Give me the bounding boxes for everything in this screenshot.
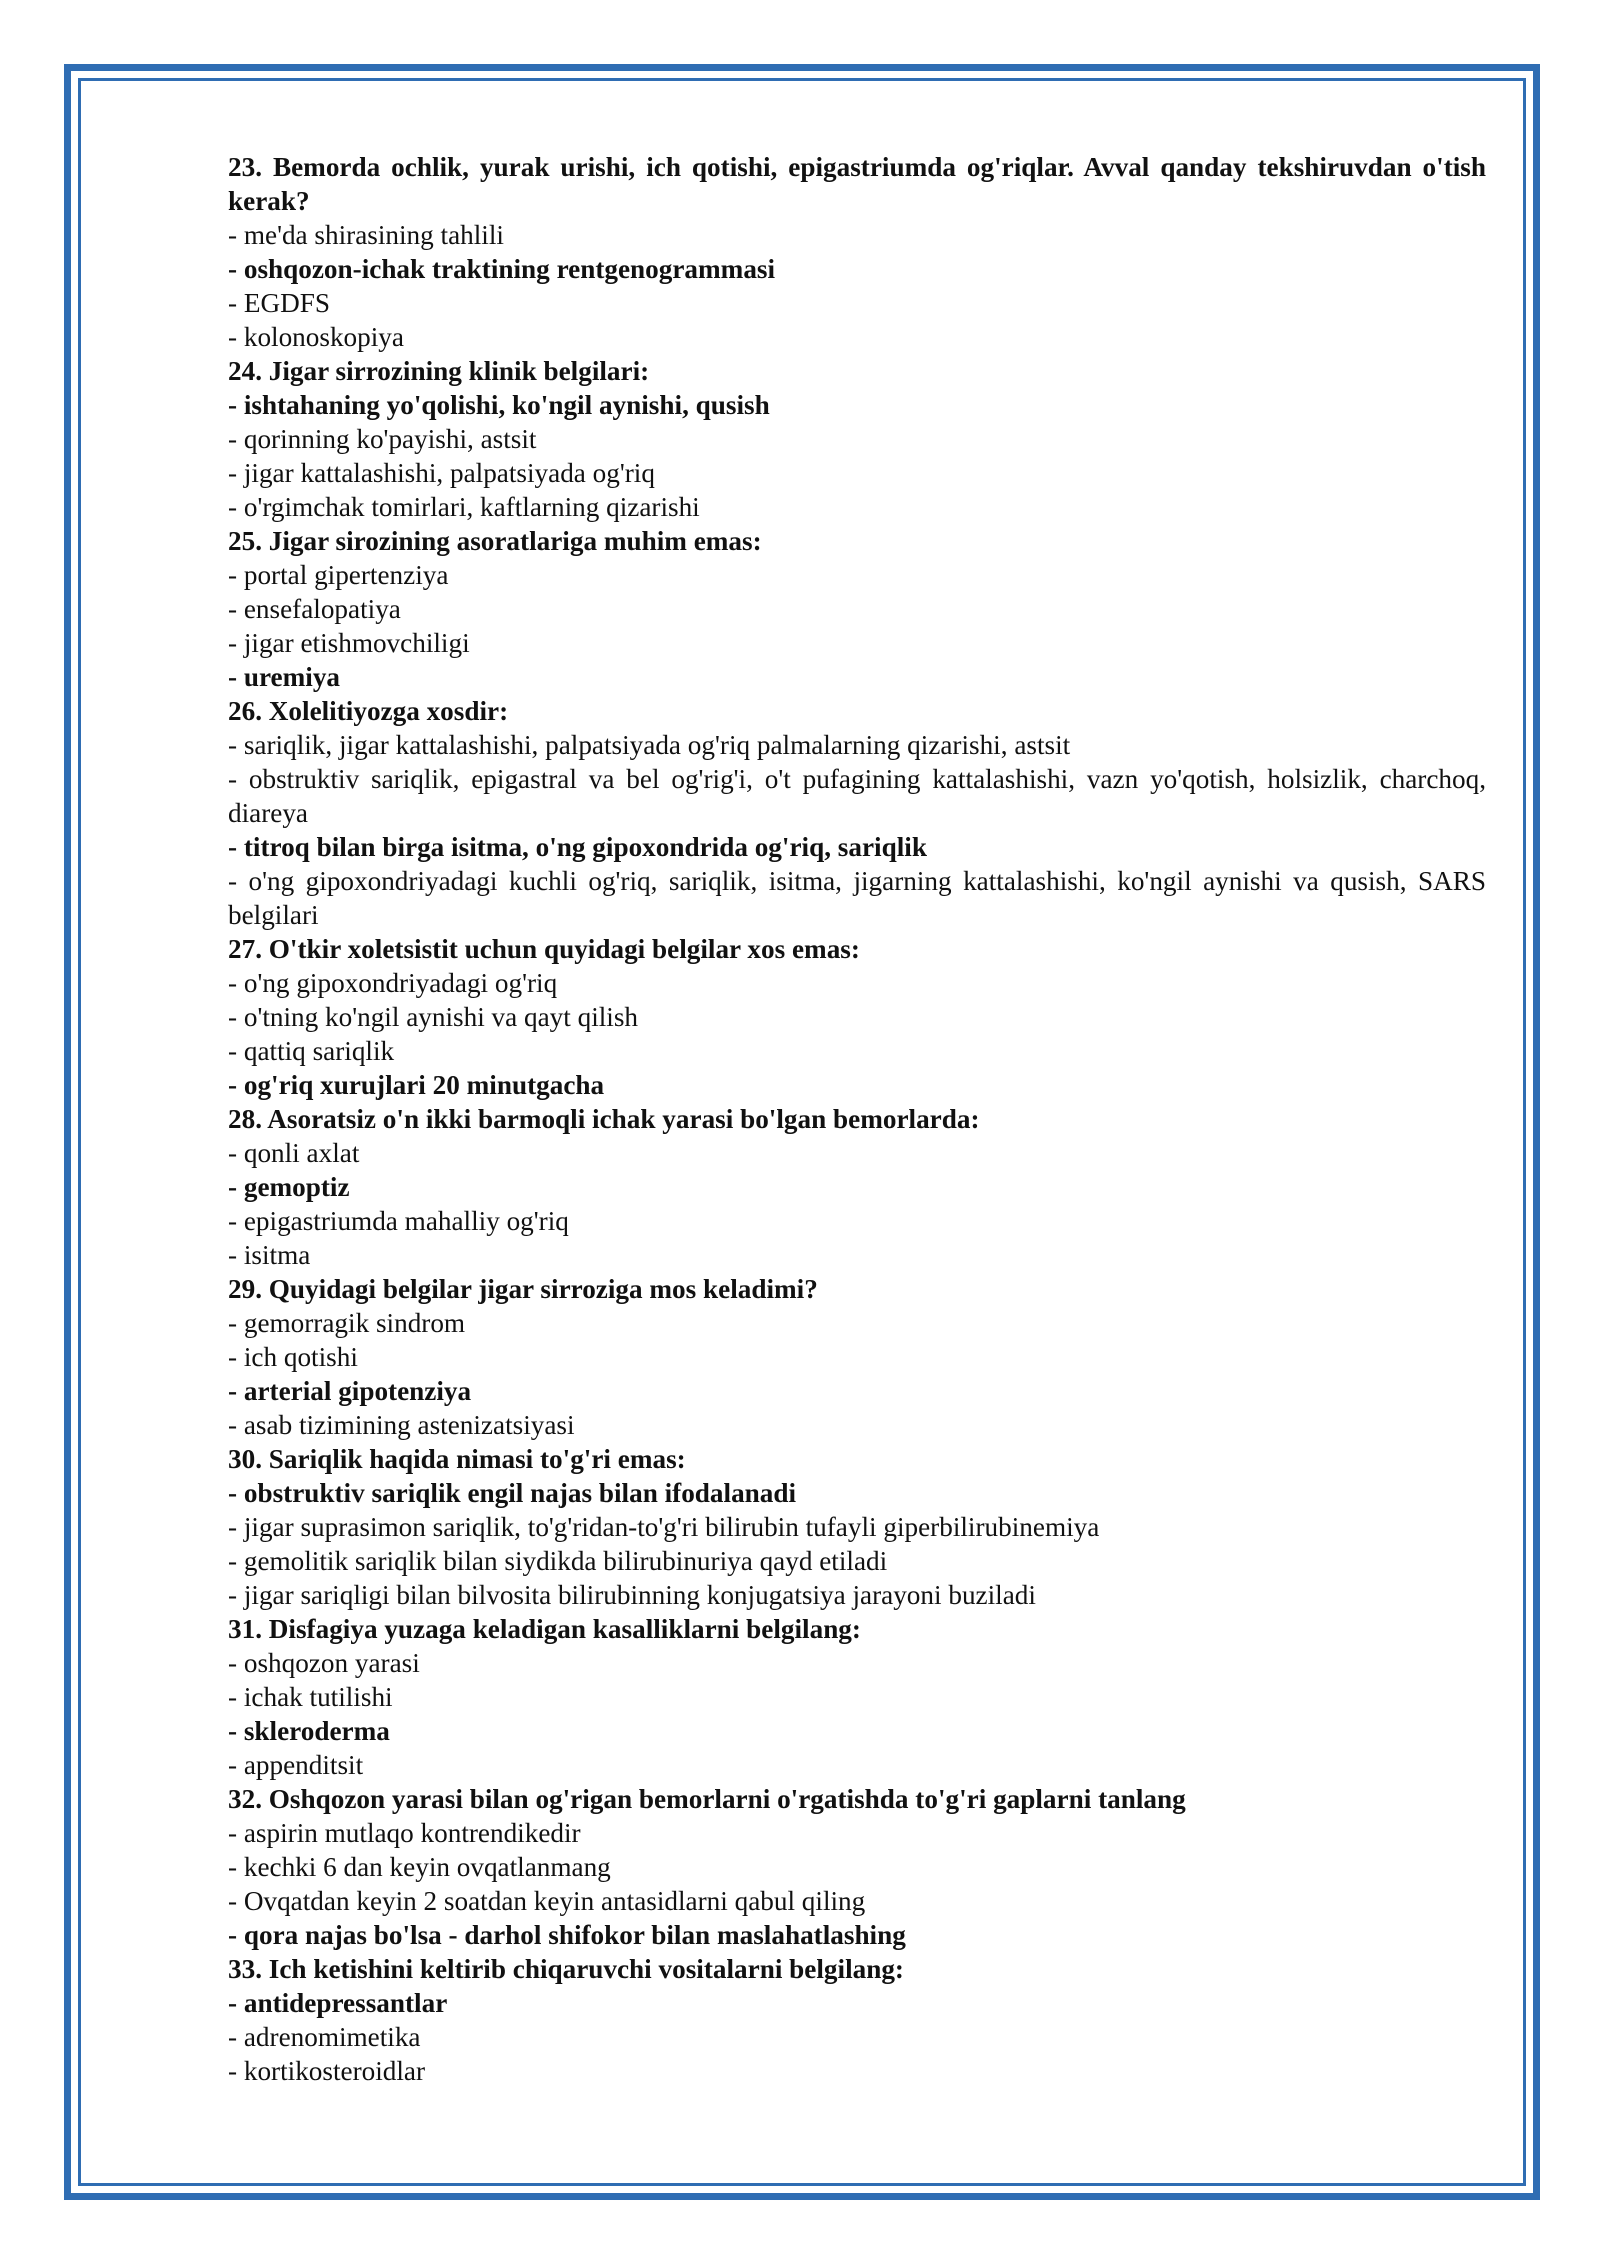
answer-option-correct: - og'riq xurujlari 20 minutgacha <box>228 1070 605 1100</box>
answer-option-correct: - oshqozon-ichak traktining rentgenogrammasi <box>228 254 776 284</box>
question-block <box>228 1102 1486 1272</box>
answer-option-correct: - uremiya <box>228 662 341 692</box>
answer-option-correct: - qora najas bo'lsa - darhol shifokor bilan maslahatlashing <box>228 1920 906 1950</box>
question-title: 24. Jigar sirrozining klinik belgilari: <box>228 356 650 386</box>
answer-option: - qonli axlat <box>228 1138 360 1168</box>
answer-option: - obstruktiv sariqlik, epigastral va bel og'rig'i, o't pufagining kattalashishi, vazn yo'qotish, holsizlik, charchoq, diareya <box>228 764 1486 828</box>
question-block <box>228 1782 1486 1952</box>
question-block <box>228 1952 1486 2088</box>
answer-option: - o'ng gipoxondriyadagi og'riq <box>228 968 558 998</box>
answer-option: - portal gipertenziya <box>228 560 449 590</box>
answer-option: - me'da shirasining tahlili <box>228 220 504 250</box>
question-title: 25. Jigar sirozining asoratlariga muhim emas: <box>228 526 762 556</box>
answer-option: - epigastriumda mahalliy og'riq <box>228 1206 569 1236</box>
question-title: 23. Bemorda ochlik, yurak urishi, ich qotishi, epigastriumda og'riqlar. Avval qanday tekshiruvdan o'tish kerak? <box>228 152 1486 216</box>
answer-option: - kechki 6 dan keyin ovqatlanmang <box>228 1852 611 1882</box>
answer-option-correct: - antidepressantlar <box>228 1988 448 2018</box>
answer-option: - ensefalopatiya <box>228 594 401 624</box>
answer-option: - sariqlik, jigar kattalashishi, palpatsiyada og'riq palmalarning qizarishi, astsit <box>228 730 1071 760</box>
question-title: 33. Ich ketishini keltirib chiqaruvchi vositalarni belgilang: <box>228 1954 904 1984</box>
answer-option: - gemolitik sariqlik bilan siydikda bilirubinuriya qayd etiladi <box>228 1546 888 1576</box>
answer-option: - o'ng gipoxondriyadagi kuchli og'riq, sariqlik, isitma, jigarning kattalashishi, ko'ngil aynishi va qusish, SARS belgilari <box>228 866 1486 930</box>
answer-option-correct: - titroq bilan birga isitma, o'ng gipoxondrida og'riq, sariqlik <box>228 832 927 862</box>
answer-option-correct: - skleroderma <box>228 1716 390 1746</box>
answer-option: - kolonoskopiya <box>228 322 404 352</box>
question-title: 32. Oshqozon yarasi bilan og'rigan bemorlarni o'rgatishda to'g'ri gaplarni tanlang <box>228 1784 1186 1814</box>
answer-option-correct: - ishtahaning yo'qolishi, ko'ngil aynishi, qusish <box>228 390 770 420</box>
question-title: 29. Quyidagi belgilar jigar sirroziga mos keladimi? <box>228 1274 818 1304</box>
question-block <box>228 524 1486 694</box>
answer-option: - qattiq sariqlik <box>228 1036 395 1066</box>
answer-option: - jigar sariqligi bilan bilvosita bilirubinning konjugatsiya jarayoni buziladi <box>228 1580 1036 1610</box>
answer-option: - Ovqatdan keyin 2 soatdan keyin antasidlarni qabul qiling <box>228 1886 866 1916</box>
answer-option: - jigar etishmovchiligi <box>228 628 470 658</box>
question-block <box>228 694 1486 932</box>
question-title: 30. Sariqlik haqida nimasi to'g'ri emas: <box>228 1444 686 1474</box>
question-block <box>228 150 1486 354</box>
answer-option: - adrenomimetika <box>228 2022 421 2052</box>
answer-option: - o'rgimchak tomirlari, kaftlarning qizarishi <box>228 492 700 522</box>
answer-option: - asab tizimining astenizatsiyasi <box>228 1410 575 1440</box>
answer-option: - kortikosteroidlar <box>228 2056 426 2086</box>
question-block <box>228 354 1486 524</box>
question-block <box>228 1442 1486 1612</box>
answer-option-correct: - obstruktiv sariqlik engil najas bilan ifodalanadi <box>228 1478 797 1508</box>
answer-option: - gemorragik sindrom <box>228 1308 466 1338</box>
answer-option: - ich qotishi <box>228 1342 358 1372</box>
answer-option: - aspirin mutlaqo kontrendikedir <box>228 1818 581 1848</box>
answer-option: - ichak tutilishi <box>228 1682 393 1712</box>
question-title: 26. Xolelitiyozga xosdir: <box>228 696 509 726</box>
answer-option: - jigar suprasimon sariqlik, to'g'ridan-to'g'ri bilirubin tufayli giperbilirubinemiya <box>228 1512 1100 1542</box>
question-list <box>228 150 1486 2088</box>
question-title: 28. Asoratsiz o'n ikki barmoqli ichak yarasi bo'lgan bemorlarda: <box>228 1104 980 1134</box>
answer-option: - EGDFS <box>228 288 330 318</box>
answer-option: - qorinning ko'payishi, astsit <box>228 424 537 454</box>
answer-option: - jigar kattalashishi, palpatsiyada og'riq <box>228 458 655 488</box>
question-title: 31. Disfagiya yuzaga keladigan kasalliklarni belgilang: <box>228 1614 861 1644</box>
answer-option: - isitma <box>228 1240 311 1270</box>
question-block <box>228 932 1486 1102</box>
question-title: 27. O'tkir xoletsistit uchun quyidagi belgilar xos emas: <box>228 934 860 964</box>
answer-option: - o'tning ko'ngil aynishi va qayt qilish <box>228 1002 639 1032</box>
answer-option-correct: - gemoptiz <box>228 1172 350 1202</box>
answer-option-correct: - arterial gipotenziya <box>228 1376 472 1406</box>
answer-option: - appenditsit <box>228 1750 364 1780</box>
answer-option: - oshqozon yarasi <box>228 1648 420 1678</box>
question-block <box>228 1612 1486 1782</box>
question-block <box>228 1272 1486 1442</box>
